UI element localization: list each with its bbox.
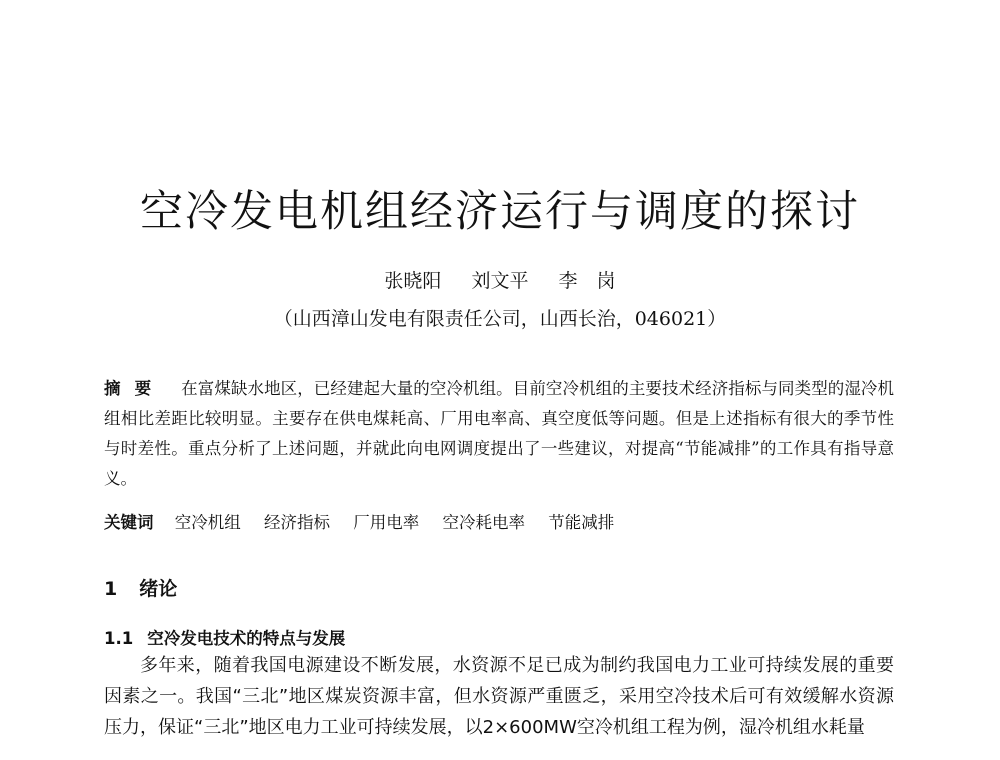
keyword: 空冷耗电率 <box>442 513 525 532</box>
body-paragraph: 多年来，随着我国电源建设不断发展，水资源不足已成为制约我国电力工业可持续发展的重要因素之一。我国“三北”地区煤炭资源丰富，但水资源严重匮乏，采用空冷技术后可有效缓解水资源压力，保证“三北”地区电力工业可持续发展，以2×600MW空冷机组工程为例，湿冷机组水耗量 <box>104 655 894 738</box>
keyword: 经济指标 <box>264 513 330 532</box>
abstract-text: 在富煤缺水地区，已经建起大量的空冷机组。目前空冷机组的主要技术经济指标与同类型的湿冷机组相比差距比较明显。主要存在供电煤耗高、厂用电率高、真空度低等问题。但是上述指标有很大的季节性与时差性。重点分析了上述问题，并就此向电网调度提出了一些建议，对提高“节能减排”的工作具有指导意义。 <box>104 379 895 488</box>
section-number: 1 <box>104 578 118 600</box>
keyword: 节能减排 <box>548 513 615 532</box>
paper-title: 空冷发电机组经济运行与调度的探讨 <box>140 187 860 237</box>
affiliation: （山西漳山发电有限责任公司，山西长治，046021） <box>273 308 727 330</box>
keywords-label: 关键词 <box>104 513 154 532</box>
keywords <box>104 509 894 533</box>
subsection-title: 空冷发电技术的特点与发展 <box>147 629 346 648</box>
abstract <box>104 374 894 494</box>
author-list <box>0 266 1000 293</box>
section-heading <box>104 574 177 601</box>
subsection-number: 1.1 <box>104 629 134 648</box>
author-name: 李 岗 <box>558 270 616 292</box>
keyword: 厂用电率 <box>353 513 420 532</box>
section-title: 绪论 <box>139 578 178 600</box>
author-name: 张晓阳 <box>384 270 442 292</box>
abstract-label: 摘要 <box>104 379 166 398</box>
subsection-heading <box>104 625 345 649</box>
keyword: 空冷机组 <box>174 513 241 532</box>
author-name: 刘文平 <box>471 270 529 292</box>
